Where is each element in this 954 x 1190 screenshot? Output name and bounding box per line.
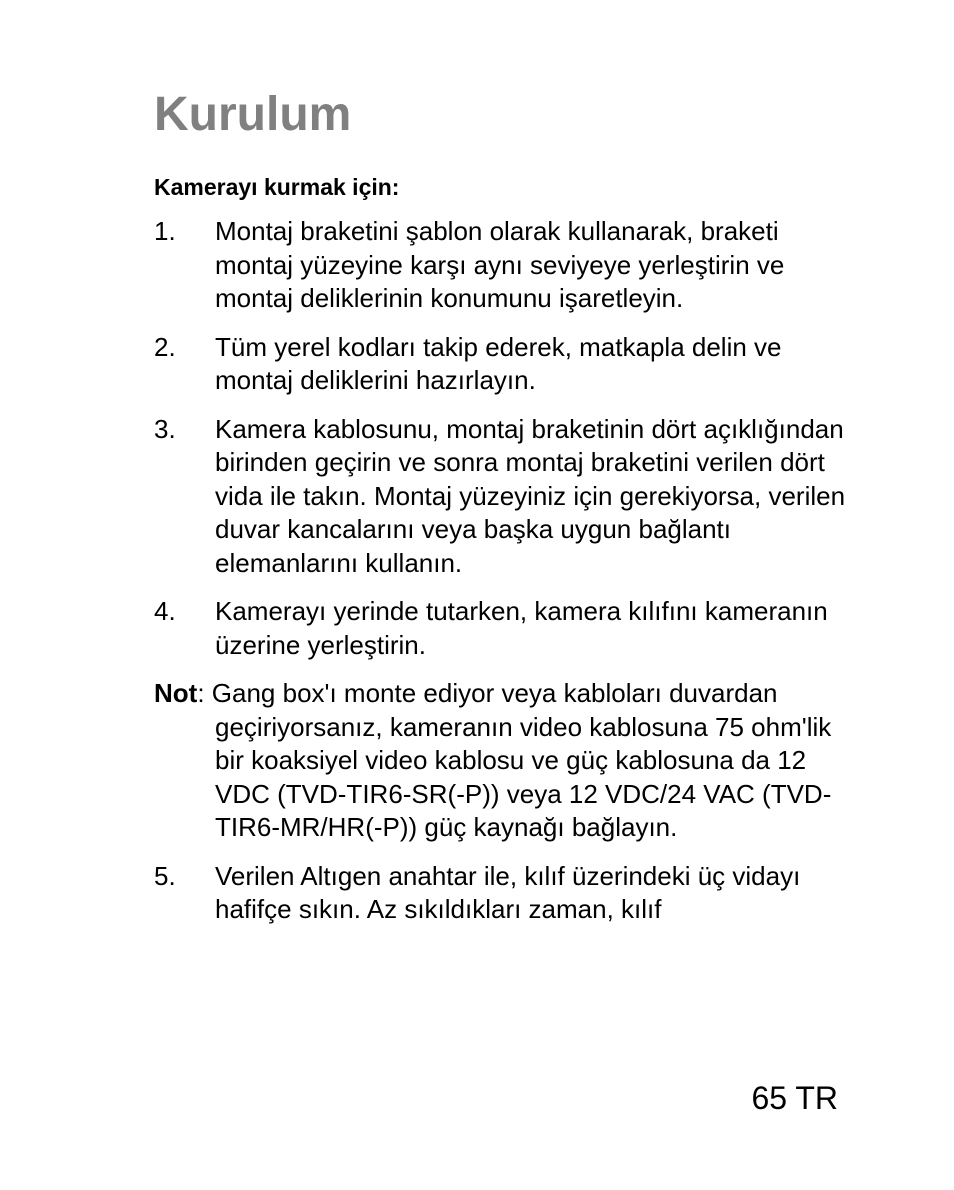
intro-heading: Kamerayı kurmak için: bbox=[154, 174, 400, 200]
step-1 bbox=[154, 215, 854, 316]
page-title: Kurulum bbox=[154, 88, 352, 141]
step-text: Montaj braketini şablon olarak kullanarak, braketi montaj yüzeyine karşı aynı seviyeye yerleştirin ve montaj deliklerinin konumunu işaretleyin. bbox=[215, 216, 785, 313]
step-number: 2. bbox=[154, 331, 176, 362]
page-number: 65 TR bbox=[751, 1080, 838, 1116]
step-number: 4. bbox=[154, 596, 176, 626]
step-text: Kamerayı yerinde tutarken, kamera kılıfını kameranın üzerine yerleştirin. bbox=[215, 596, 828, 660]
step-text: Verilen Altıgen anahtar ile, kılıf üzerindeki üç vidayı hafifçe sıkın. Az sıkıldıkları zaman, kılıf bbox=[215, 860, 801, 924]
note-text: : Gang box'ı monte ediyor veya kabloları duvardan geçiriyorsanız, kameranın video kablosuna 75 ohm'lik bir koaksiyel video kablosu ve güç kablosuna da 12 VDC (TVD-TIR6-SR(-P)) veya 12 VDC/24 VAC (TVD-TIR6-MR/HR(-P)) güç kaynağı bağlayın. bbox=[197, 678, 832, 842]
step-number: 5. bbox=[154, 860, 176, 891]
note bbox=[154, 677, 854, 845]
step-5 bbox=[154, 860, 854, 927]
step-4 bbox=[154, 595, 854, 662]
step-text: Tüm yerel kodları takip ederek, matkapla delin ve montaj deliklerini hazırlayın. bbox=[215, 331, 782, 395]
step-number: 1. bbox=[154, 216, 176, 246]
instructions bbox=[154, 215, 854, 942]
note-label: Not bbox=[154, 678, 198, 708]
step-text: Kamera kablosunu, montaj braketinin dört açıklığından birinden geçirin ve sonra montaj braketini verilen dört vida ile takın. Montaj yüzeyiniz için gerekiyorsa, verilen duvar kancalarını veya başka uygun bağlantı elemanlarını kullanın. bbox=[215, 413, 846, 578]
step-3 bbox=[154, 413, 854, 581]
step-2 bbox=[154, 331, 854, 398]
step-number: 3. bbox=[154, 413, 176, 444]
